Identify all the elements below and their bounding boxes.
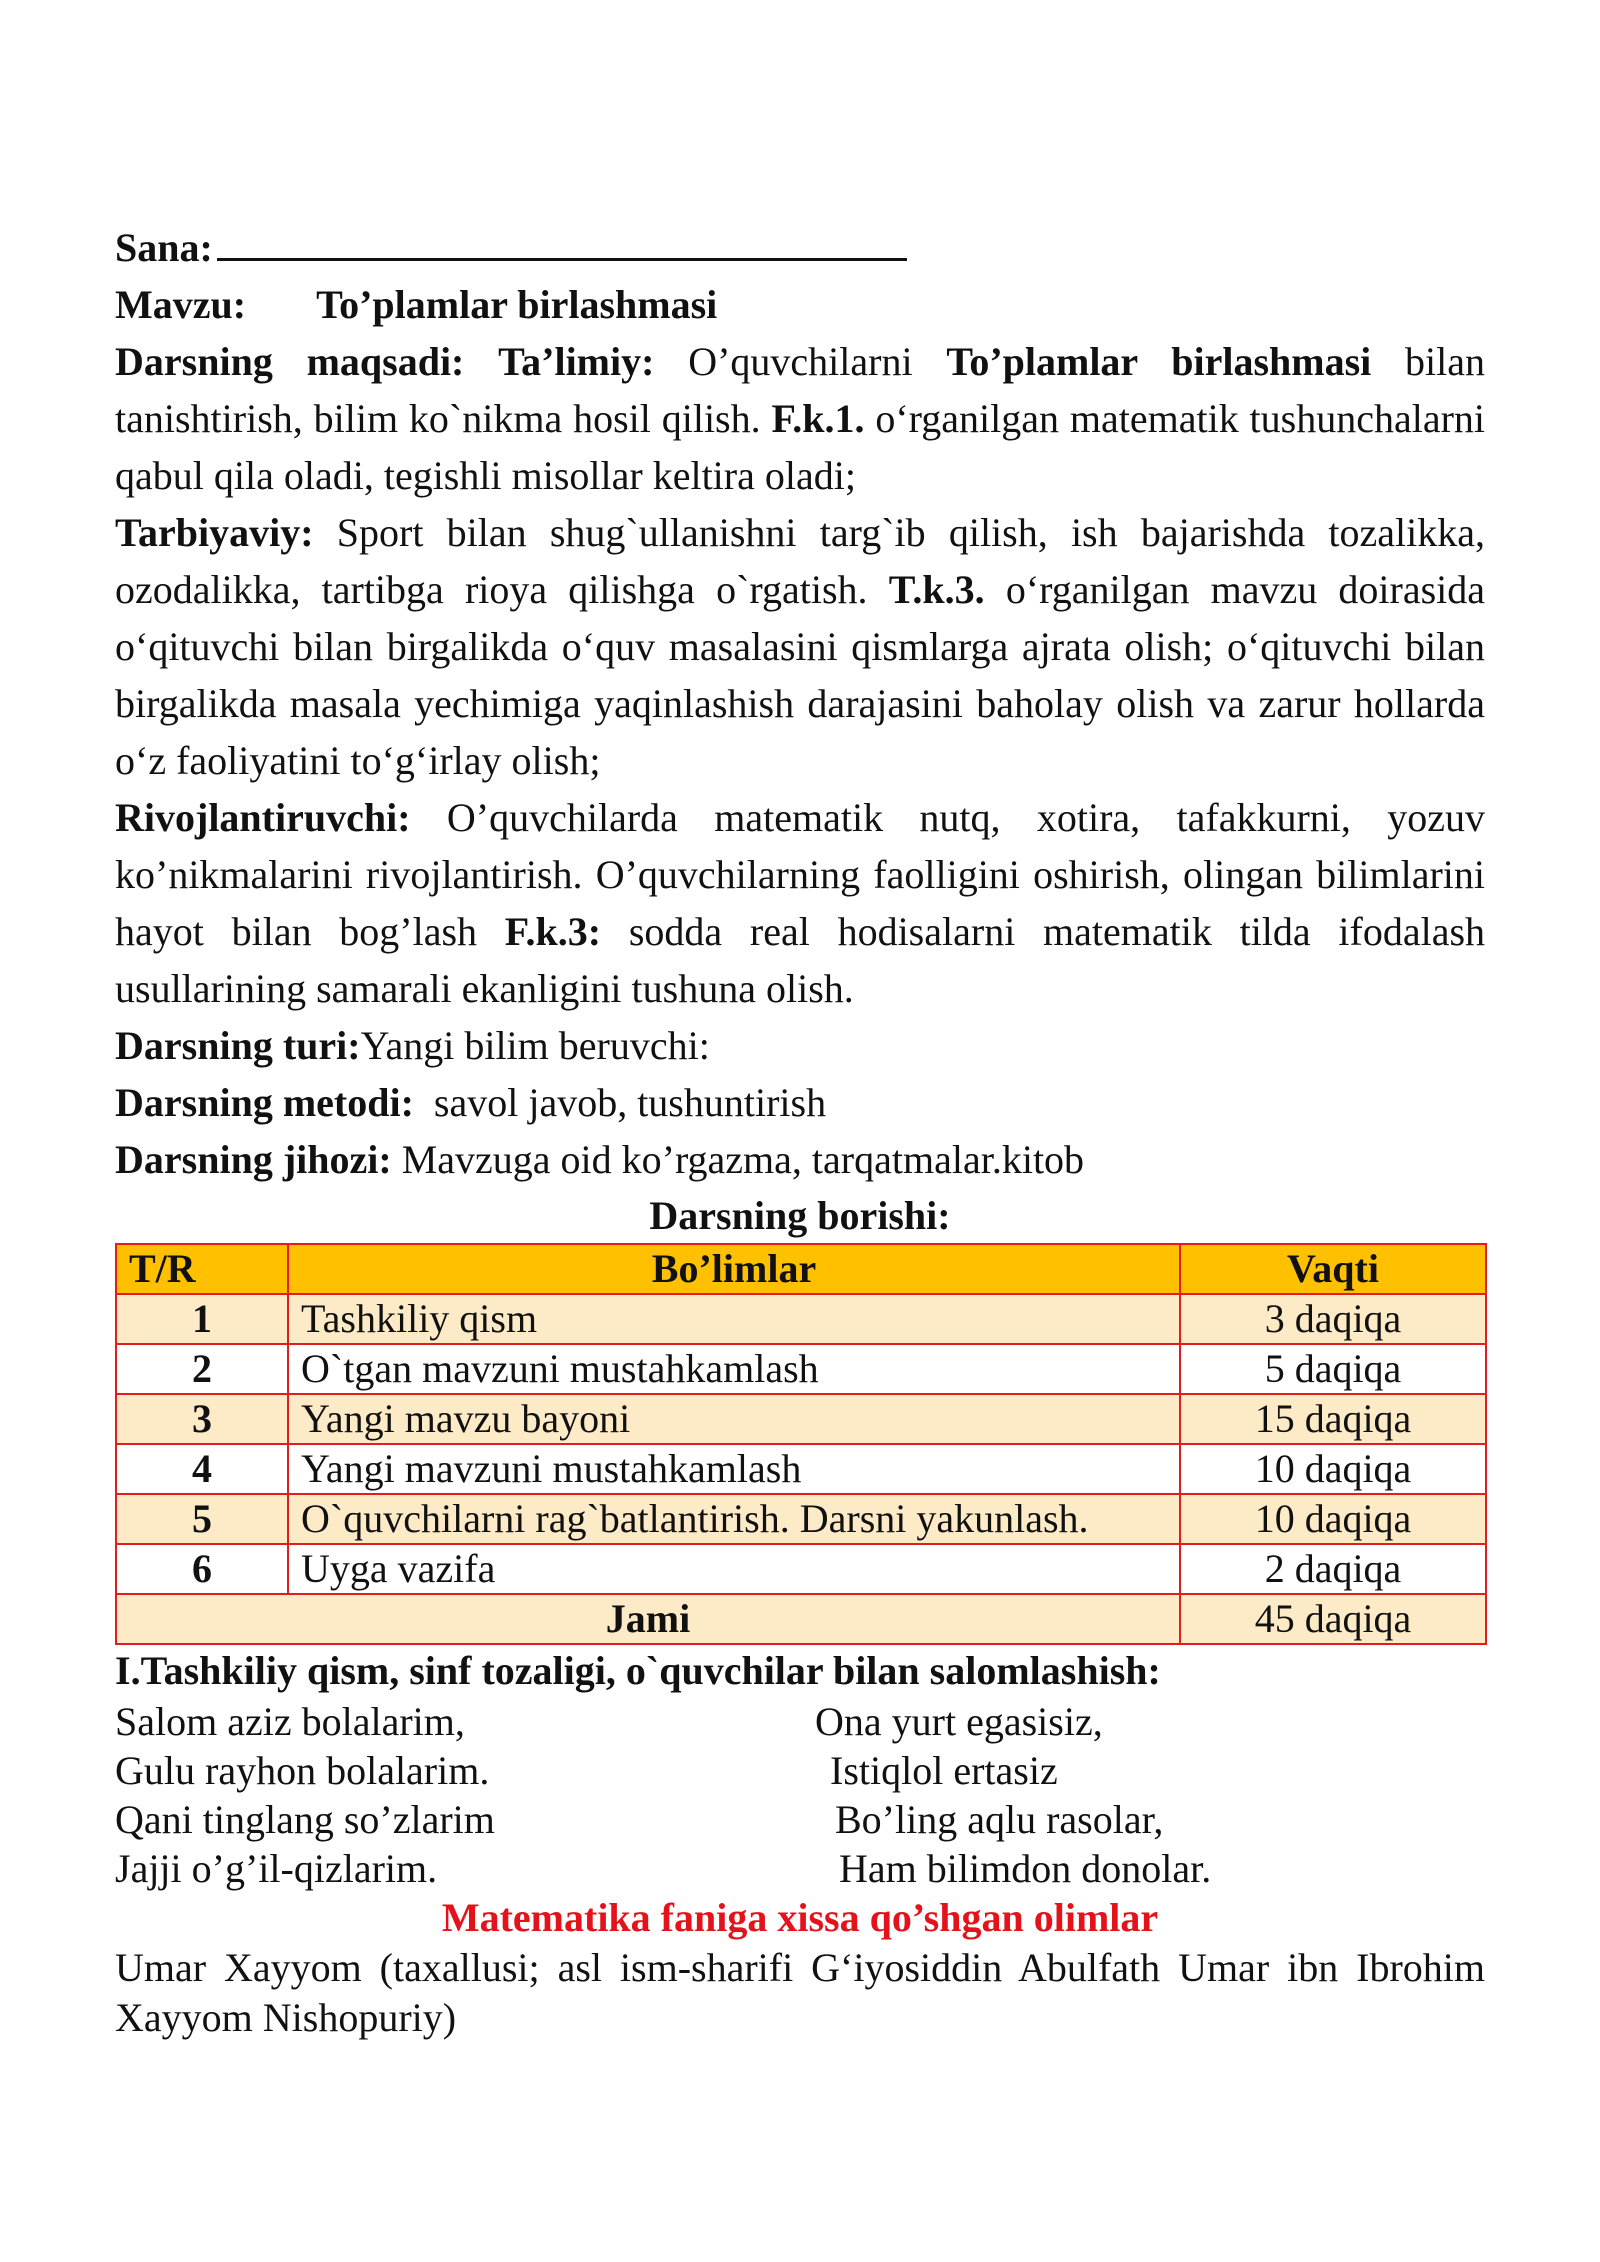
date-label: Sana:: [115, 225, 213, 270]
topic-row: [115, 276, 1485, 333]
lesson-type-label: Darsning turi:: [115, 1023, 361, 1068]
educational-goal-paragraph: [115, 333, 1485, 504]
row-number: 4: [116, 1444, 288, 1494]
topic-label: Mavzu:: [115, 282, 247, 327]
row-number: 1: [116, 1294, 288, 1344]
poem-line: Salom aziz bolalarim,: [115, 1699, 465, 1744]
row-number: 6: [116, 1544, 288, 1594]
lesson-schedule-table: [115, 1243, 1487, 1645]
poem-line: Ham bilimdon donolar.: [839, 1846, 1212, 1891]
poem-line: Ona yurt egasisiz,: [815, 1699, 1103, 1744]
row-time: 10 daqiqa: [1180, 1494, 1486, 1544]
lesson-type-row: [115, 1017, 1485, 1074]
poem-line: Bo’ling aqlu rasolar,: [835, 1797, 1164, 1842]
poem-line: Gulu rayhon bolalarim.: [115, 1748, 490, 1793]
table-total-row: [116, 1594, 1486, 1644]
lesson-equipment-label: Darsning jihozi:: [115, 1137, 392, 1182]
fk3-text: sodda real hodisalarni matematik tilda ifodalash usullarining samarali ekanligini tushuna olish.: [115, 909, 1486, 1011]
lesson-type-value: Yangi bilim beruvchi:: [360, 1023, 710, 1068]
row-time: 10 daqiqa: [1180, 1444, 1486, 1494]
educational-text-2: bilan tanishtirish, bilim ko`nikma hosil qilish.: [115, 339, 1485, 441]
goals-label: Darsning maqsadi:: [115, 339, 465, 384]
lesson-method-row: [115, 1074, 1485, 1131]
upbringing-label: Tarbiyaviy:: [115, 510, 314, 555]
row-section: O`quvchilarni rag`batlantirish. Darsni yakunlash.: [288, 1494, 1180, 1544]
lesson-method-value: savol javob, tushuntirish: [433, 1080, 827, 1125]
table-row: [116, 1294, 1486, 1344]
row-time: 15 daqiqa: [1180, 1394, 1486, 1444]
scientists-title-row: [115, 1893, 1485, 1943]
row-section: Yangi mavzu bayoni: [288, 1394, 1180, 1444]
tk3-text: o‘rganilgan mavzu doirasida o‘qituvchi bilan birgalikda o‘quv masalasini qismlarga ajrata olish; o‘qituvchi bilan birgalikda masala yechimiga yaqinlashish darajasini baholay olish va zarur hollarda o‘z faoliyatini to‘g‘irlay olish;: [115, 567, 1486, 783]
table-row: [116, 1344, 1486, 1394]
educational-label: Ta’limiy:: [498, 339, 655, 384]
table-header-row: [116, 1244, 1486, 1294]
tk3-label: T.k.3.: [888, 567, 985, 612]
lesson-equipment-value: Mavzuga oid ko’rgazma, tarqatmalar.kitob: [401, 1137, 1085, 1182]
poem-line: Istiqlol ertasiz: [830, 1748, 1058, 1793]
row-number: 3: [116, 1394, 288, 1444]
lesson-equipment-row: [115, 1131, 1485, 1188]
fk1-label: F.k.1.: [771, 396, 865, 441]
lesson-plan: [115, 218, 1485, 2043]
table-row: [116, 1544, 1486, 1594]
row-section: Yangi mavzuni mustahkamlash: [288, 1444, 1180, 1494]
topic-title: To’plamlar birlashmasi: [316, 282, 718, 327]
poem-left-column: [115, 1697, 815, 1893]
row-time: 3 daqiqa: [1180, 1294, 1486, 1344]
header-sections: Bo’limlar: [288, 1244, 1180, 1294]
header-number: T/R: [116, 1244, 288, 1294]
educational-topic-bold: To’plamlar birlashmasi: [946, 339, 1372, 384]
section1-title: I.Tashkiliy qism, sinf tozaligi, o`quvchilar bilan salomlashish:: [115, 1648, 1161, 1693]
table-row: [116, 1444, 1486, 1494]
poem-line: Qani tinglang so’zlarim: [115, 1797, 495, 1842]
upbringing-text: Sport bilan shug`ullanishni targ`ib qilish, ish bajarishda tozalikka, ozodalikka, tartibga rioya qilishga o`rgatish.: [115, 510, 1486, 612]
educational-text-1: O’quvchilarni: [688, 339, 913, 384]
scientists-text: Umar Xayyom (taxallusi; asl ism-sharifi G‘iyosiddin Abulfath Umar ibn Ibrohim Xayyom Nishopuriy): [115, 1945, 1485, 2040]
row-section: Uyga vazifa: [288, 1544, 1180, 1594]
developing-label: Rivojlantiruvchi:: [115, 795, 411, 840]
row-time: 2 daqiqa: [1180, 1544, 1486, 1594]
greeting-poem: [115, 1697, 1485, 1893]
lesson-method-label: Darsning metodi:: [115, 1080, 414, 1125]
developing-text: O’quvchilarda matematik nutq, xotira, tafakkurni, yozuv ko’nikmalarini rivojlantirish. O’quvchilarning faolligini oshirish, olingan bilimlarini hayot bilan bog’lash: [115, 795, 1485, 954]
header-time: Vaqti: [1180, 1244, 1486, 1294]
poem-right-column: [815, 1697, 1485, 1893]
scientists-paragraph: [115, 1943, 1485, 2043]
table-row: [116, 1494, 1486, 1544]
fk3-label: F.k.3:: [504, 909, 602, 954]
date-row: [115, 218, 1485, 276]
total-value: 45 daqiqa: [1180, 1594, 1486, 1644]
fk1-text: o‘rganilgan matematik tushunchalarni qabul qila oladi, tegishli misollar keltira oladi;: [115, 396, 1486, 498]
progress-title: Darsning borishi:: [649, 1193, 951, 1238]
row-section: Tashkiliy qism: [288, 1294, 1180, 1344]
section1-title-row: [115, 1645, 1485, 1697]
total-label: Jami: [116, 1594, 1180, 1644]
date-blank-line: [217, 218, 907, 261]
row-number: 5: [116, 1494, 288, 1544]
table-row: [116, 1394, 1486, 1444]
upbringing-goal-paragraph: [115, 504, 1485, 789]
scientists-title: Matematika faniga xissa qo’shgan olimlar: [441, 1895, 1159, 1940]
row-time: 5 daqiqa: [1180, 1344, 1486, 1394]
progress-title-row: [115, 1188, 1485, 1243]
developing-goal-paragraph: [115, 789, 1485, 1017]
row-number: 2: [116, 1344, 288, 1394]
poem-line: Jajji o’g’il-qizlarim.: [115, 1846, 438, 1891]
row-section: O`tgan mavzuni mustahkamlash: [288, 1344, 1180, 1394]
